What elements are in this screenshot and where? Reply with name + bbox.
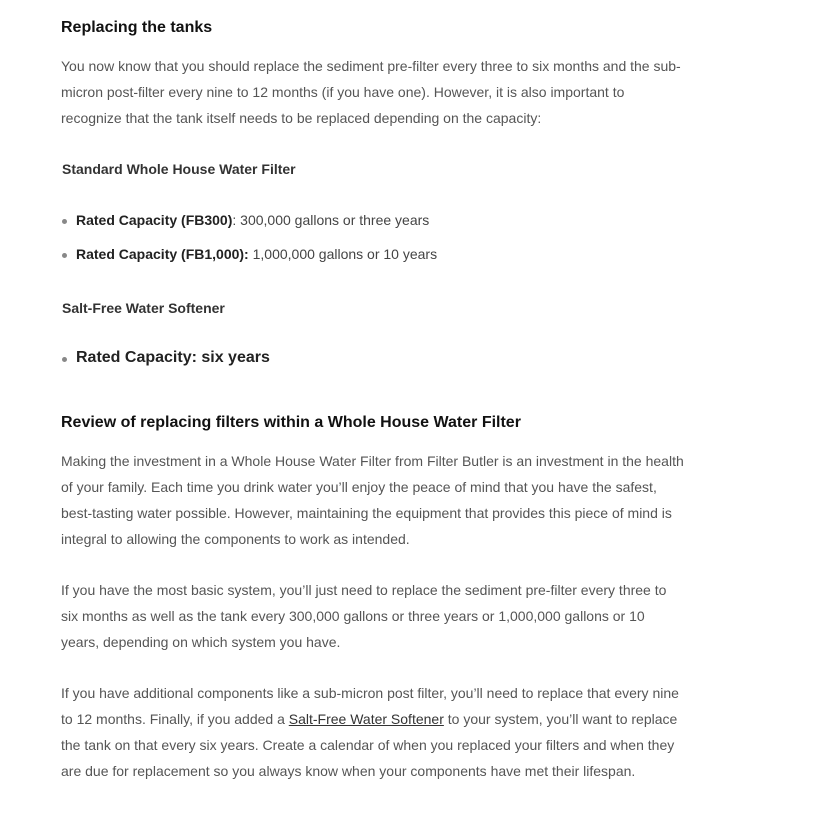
paragraph-review-basic-system: If you have the most basic system, you’ll just need to replace the sediment pre-filter every three to six months as well as the tank every 300,000 gallons or three years or 1,000,000 gallons or 10 years, depending on which system you have. bbox=[61, 582, 667, 650]
label-fb1000: Rated Capacity (FB1,000): bbox=[76, 246, 253, 262]
subheading-standard-filter: Standard Whole House Water Filter bbox=[62, 161, 296, 177]
value-fb300: 300,000 gallons or three years bbox=[240, 212, 430, 228]
label-fb300: Rated Capacity (FB300) bbox=[76, 212, 233, 228]
separator-fb300: : bbox=[232, 212, 241, 228]
paragraph-review-investment: Making the investment in a Whole House Water Filter from Filter Butler is an investment in the health of your family. Each time you drink water you’ll enjoy the peace of mind that you have the safest, best-tasting water possible. However, maintaining the equipment that provides this piece of mind is integral to allowing the components to work as intended. bbox=[61, 453, 684, 547]
section-heading-review: Review of replacing filters within a Whole House Water Filter bbox=[61, 414, 521, 431]
paragraph-tanks-intro: You now know that you should replace the sediment pre-filter every three to six months and the sub-micron post-filter every nine to 12 months (if you have one). However, it is also important to recognize that the tank itself needs to be replaced depending on the capacity: bbox=[61, 58, 681, 126]
value-fb1000: 1,000,000 gallons or 10 years bbox=[252, 246, 438, 262]
section-heading-replacing-tanks: Replacing the tanks bbox=[61, 19, 213, 36]
paragraph-text-after-link: to your system, you’ll want to replace the tank on that every six years. Create a calendar of when you replaced your filters and when they are due for replacement so you always know when your components have met their lifespan. bbox=[61, 711, 678, 779]
list-item-fb1000 bbox=[61, 245, 696, 263]
salt-free-water-softener-link[interactable]: Salt-Free Water Softener bbox=[288, 711, 444, 727]
list-item-softener-capacity: Rated Capacity: six years bbox=[61, 348, 696, 368]
subheading-salt-free-softener: Salt-Free Water Softener bbox=[62, 300, 225, 316]
paragraph-text-before-link: If you have additional components like a sub-micron post filter, you’ll need to replace that every nine to 12 months. Finally, if you added a bbox=[61, 685, 679, 727]
paragraph-review-additional-components bbox=[61, 680, 686, 784]
list-item-fb300 bbox=[61, 211, 696, 229]
